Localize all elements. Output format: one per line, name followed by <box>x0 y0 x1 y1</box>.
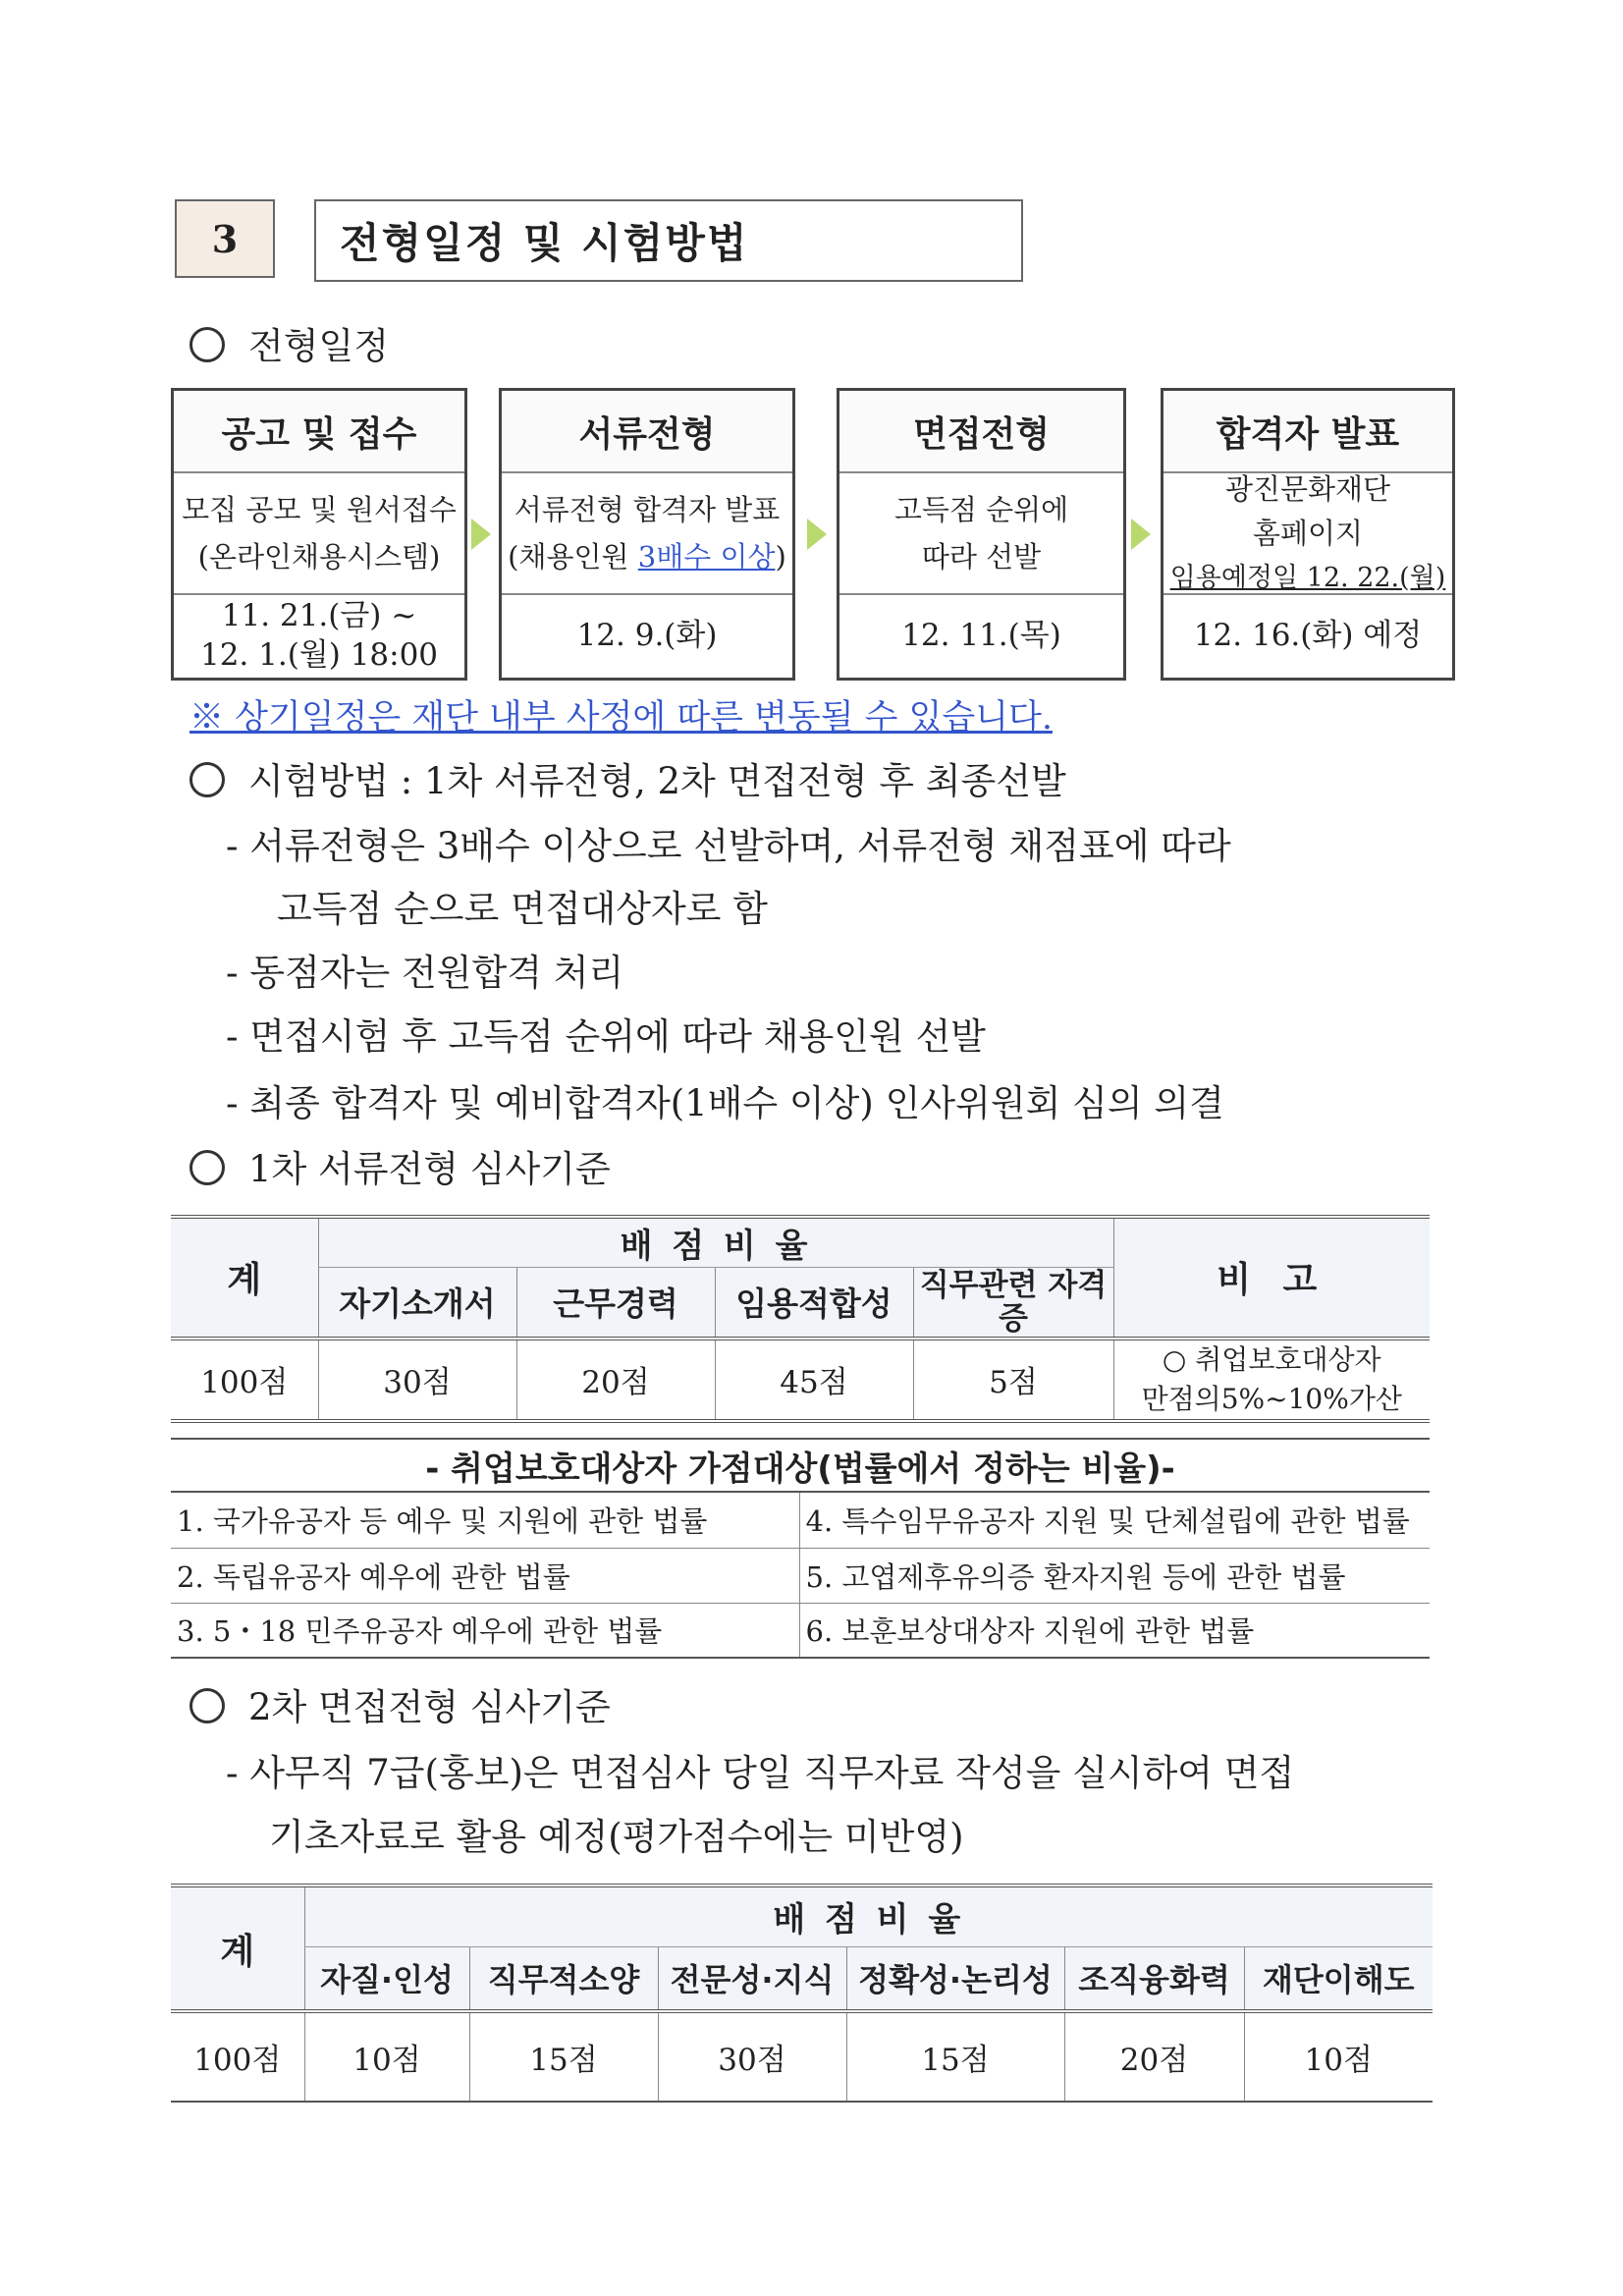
interview-item: - 사무직 7급(홍보)은 면접심사 당일 직무자료 작성을 실시하여 면접 <box>226 1752 1295 1794</box>
law-item: 6. 보훈보상대상자 지원에 관한 법률 <box>799 1603 1430 1658</box>
stage-desc: 모집 공모 및 원서접수 (온라인채용시스템) <box>174 473 464 595</box>
law-item: 1. 국가유공자 등 예우 및 지원에 관한 법률 <box>171 1493 799 1548</box>
law-item: 4. 특수임무유공자 지원 및 단체설립에 관한 법률 <box>799 1493 1430 1548</box>
header-ratio-group: 배 점 비 율 <box>318 1217 1113 1268</box>
interview-criteria-heading: 2차 면접전형 심사기준 <box>189 1677 611 1730</box>
header-col: 자질·인성 <box>304 1946 469 2011</box>
header-col: 임용적합성 <box>715 1268 913 1339</box>
cell-note: ○ 취업보호대상자 만점의5%~10%가산 <box>1113 1339 1430 1421</box>
stage-result <box>1161 388 1455 681</box>
arrow-right-icon <box>471 519 491 550</box>
header-col: 조직융화력 <box>1064 1946 1244 2011</box>
cell-value: 45점 <box>715 1339 913 1421</box>
law-item: 5. 고엽제후유의증 환자지원 등에 관한 법률 <box>799 1548 1430 1603</box>
stage-title: 면접전형 <box>839 391 1123 473</box>
doc-criteria-table <box>171 1215 1430 1423</box>
method-item: - 최종 합격자 및 예비합격자(1배수 이상) 인사위원회 심의 의결 <box>226 1082 1224 1124</box>
header-total: 계 <box>171 1217 318 1339</box>
schedule-note: ※ 상기일정은 재단 내부 사정에 따른 변동될 수 있습니다. <box>189 698 1053 738</box>
method-item: - 면접시험 후 고득점 순위에 따라 채용인원 선발 <box>226 1015 986 1058</box>
stage-title: 서류전형 <box>502 391 792 473</box>
stage-desc: 고득점 순위에 따라 선발 <box>839 473 1123 595</box>
header-col: 직무관련 자격증 <box>913 1268 1113 1339</box>
stage-desc: 서류전형 합격자 발표 (채용인원 3배수 이상) <box>502 473 792 595</box>
circle-bullet-icon <box>189 762 225 797</box>
method-item: 고득점 순으로 면접대상자로 함 <box>277 888 768 930</box>
cell-value: 10점 <box>304 2011 469 2102</box>
stage-date: 12. 16.(화) 예정 <box>1193 618 1423 653</box>
protected-title: - 취업보호대상자 가점대상(법률에서 정하는 비율)- <box>171 1438 1430 1493</box>
section-title: 전형일정 및 시험방법 <box>314 199 1023 282</box>
cell-value: 100점 <box>171 1339 318 1421</box>
cell-value: 30점 <box>318 1339 516 1421</box>
stage-announcement <box>171 388 467 681</box>
stage-date: 12. 9.(화) <box>576 618 718 653</box>
stage-interview <box>837 388 1126 681</box>
header-col: 직무적소양 <box>469 1946 658 2011</box>
cell-value: 5점 <box>913 1339 1113 1421</box>
header-col: 자기소개서 <box>318 1268 516 1339</box>
header-col: 정확성·논리성 <box>846 1946 1064 2011</box>
cell-value: 100점 <box>171 2011 304 2102</box>
stage-title: 합격자 발표 <box>1163 391 1452 473</box>
law-item: 2. 독립유공자 예우에 관한 법률 <box>171 1548 799 1603</box>
header-col: 전문성·지식 <box>658 1946 846 2011</box>
header-total: 계 <box>171 1886 304 2011</box>
cell-value: 30점 <box>658 2011 846 2102</box>
circle-bullet-icon <box>189 1150 225 1185</box>
method-item: - 동점자는 전원합격 처리 <box>226 952 624 994</box>
schedule-heading-text: 전형일정 <box>248 325 389 367</box>
cell-value: 15점 <box>469 2011 658 2102</box>
stage-date: 11. 21.(금) ~ 12. 1.(월) 18:00 <box>199 598 439 673</box>
header-note: 비 고 <box>1113 1217 1430 1339</box>
method-item: - 서류전형은 3배수 이상으로 선발하며, 서류전형 채점표에 따라 <box>226 825 1231 867</box>
stage-desc: 광진문화재단 홈페이지 임용예정일 12. 22.(월) <box>1163 473 1452 595</box>
cell-value: 10점 <box>1244 2011 1433 2102</box>
cell-value: 15점 <box>846 2011 1064 2102</box>
stage-document <box>499 388 795 681</box>
header-col: 재단이해도 <box>1244 1946 1433 2011</box>
circle-bullet-icon <box>189 327 225 362</box>
cell-value: 20점 <box>516 1339 715 1421</box>
arrow-right-icon <box>807 519 827 550</box>
highlight-multiple: 3배수 이상 <box>637 540 776 574</box>
law-item: 3. 5・18 민주유공자 예우에 관한 법률 <box>171 1603 799 1658</box>
circle-bullet-icon <box>189 1688 225 1723</box>
section-number: 3 <box>175 199 275 278</box>
cell-value: 20점 <box>1064 2011 1244 2102</box>
schedule-heading <box>189 316 389 369</box>
header-col: 근무경력 <box>516 1268 715 1339</box>
arrow-right-icon <box>1131 519 1151 550</box>
doc-criteria-heading: 1차 서류전형 심사기준 <box>189 1139 611 1192</box>
interview-criteria-table <box>171 1884 1433 2103</box>
stage-date: 12. 11.(목) <box>901 618 1061 653</box>
interview-item: 기초자료로 활용 예정(평가점수에는 미반영) <box>269 1816 964 1858</box>
header-ratio-group: 배 점 비 율 <box>304 1886 1433 1946</box>
stage-title: 공고 및 접수 <box>174 391 464 473</box>
protected-laws-table <box>171 1493 1430 1659</box>
method-heading: 시험방법 : 1차 서류전형, 2차 면접전형 후 최종선발 <box>189 751 1066 804</box>
